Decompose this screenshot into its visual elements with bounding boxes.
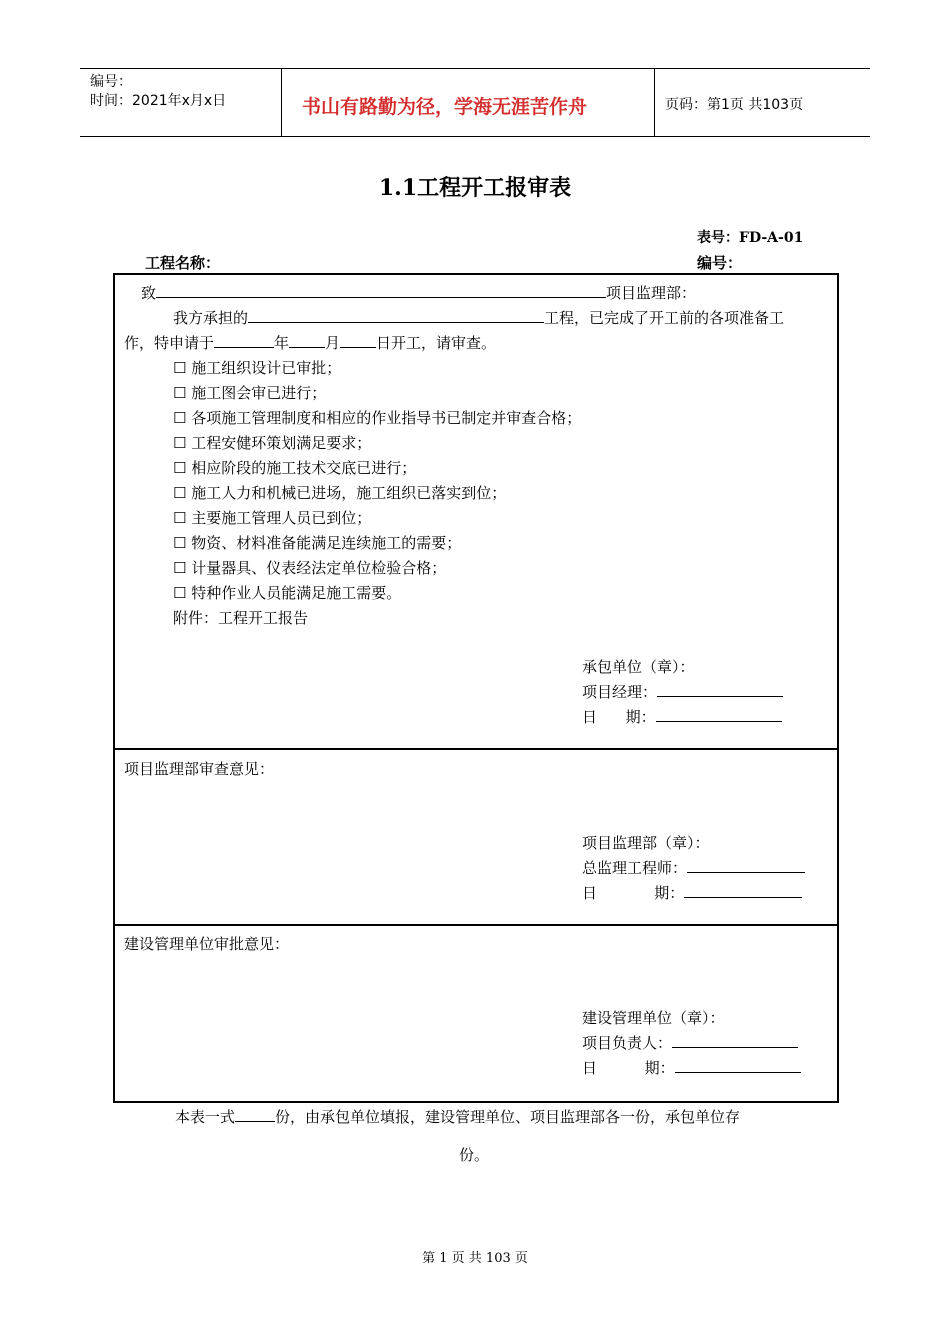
month-label: 月	[325, 334, 341, 352]
year-blank[interactable]	[214, 332, 274, 348]
project-name-label: 工程名称：	[145, 254, 221, 272]
checklist-item	[173, 557, 446, 578]
checklist-item	[173, 457, 416, 478]
owner-seal-label: 建设管理单位（章）：	[582, 1009, 725, 1027]
request-line-2	[124, 332, 496, 353]
checklist-item-label: 施工组织设计已审批；	[191, 359, 342, 377]
supervision-dept-label: 项目监理部：	[606, 284, 697, 302]
checkbox-icon[interactable]: ☐	[173, 434, 187, 452]
contractor-date-blank[interactable]	[656, 706, 782, 722]
checklist-item-label: 计量器具、仪表经法定单位检验合格；	[191, 559, 447, 577]
project-manager-label: 项目经理：	[582, 683, 658, 701]
checklist-item	[173, 382, 326, 403]
project-blank[interactable]	[248, 307, 544, 323]
checklist-item-label: 各项施工管理制度和相应的作业指导书已制定并审查合格；	[191, 409, 582, 427]
addressee-line	[141, 282, 696, 303]
supervision-date-blank[interactable]	[684, 882, 802, 898]
checklist-item	[173, 507, 371, 528]
checkbox-icon[interactable]: ☐	[173, 409, 187, 427]
checklist-item	[173, 432, 371, 453]
supervision-date-line	[582, 882, 802, 903]
page-title: 1.1工程开工报审表	[378, 175, 572, 201]
header-divider-2	[654, 68, 655, 136]
page-footer: 第 1 页 共 103 页	[422, 1251, 528, 1266]
checkbox-icon[interactable]: ☐	[173, 384, 187, 402]
month-blank[interactable]	[289, 332, 325, 348]
header-motto: 书山有路勤为径，学海无涯苦作舟	[302, 96, 588, 118]
checklist-item-label: 工程安健环策划满足要求；	[191, 434, 372, 452]
checklist-item	[173, 482, 506, 503]
section-divider-1	[115, 748, 837, 750]
checklist-item	[173, 357, 341, 378]
copies-blank[interactable]	[235, 1106, 275, 1122]
supervision-date-label: 日 期：	[582, 884, 685, 902]
owner-date-label: 日 期：	[582, 1059, 675, 1077]
checklist-item	[173, 532, 461, 553]
project-leader-line	[582, 1032, 798, 1053]
year-label: 年	[274, 334, 290, 352]
header-bottom-rule	[80, 136, 870, 137]
checkbox-icon[interactable]: ☐	[173, 534, 187, 552]
contractor-date-line	[582, 706, 782, 727]
contractor-seal-label: 承包单位（章）：	[582, 658, 695, 676]
project-manager-blank[interactable]	[657, 681, 783, 697]
request-line-1	[173, 307, 784, 328]
checklist-item-label: 主要施工管理人员已到位；	[191, 509, 372, 527]
header-top-rule	[80, 68, 870, 69]
header-divider-1	[281, 68, 282, 136]
checklist-item-label: 施工图会审已进行；	[191, 384, 327, 402]
section-divider-2	[115, 924, 837, 926]
chief-engineer-line	[582, 857, 805, 878]
copies-note-b: 份，由承包单位填报，建设管理单位、项目监理部各一份，承包单位存	[275, 1108, 741, 1126]
project-leader-blank[interactable]	[672, 1032, 798, 1048]
chief-engineer-blank[interactable]	[687, 857, 805, 873]
supervision-opinion-heading: 项目监理部审查意见：	[124, 760, 275, 778]
checkbox-icon[interactable]: ☐	[173, 459, 187, 477]
checklist-item-label: 施工人力和机械已进场，施工组织已落实到位；	[191, 484, 507, 502]
project-manager-line	[582, 681, 783, 702]
owner-date-line	[582, 1057, 801, 1078]
project-leader-label: 项目负责人：	[582, 1034, 673, 1052]
header-number-label: 编号：	[90, 74, 132, 90]
checklist-item-label: 相应阶段的施工技术交底已进行；	[191, 459, 417, 477]
header-page-label: 页码：第1页 共103页	[665, 97, 804, 113]
contractor-date-label: 日 期：	[582, 708, 656, 726]
checkbox-icon[interactable]: ☐	[173, 509, 187, 527]
day-blank[interactable]	[340, 332, 376, 348]
checkbox-icon[interactable]: ☐	[173, 584, 187, 602]
checklist-item-label: 特种作业人员能满足施工需要。	[191, 584, 402, 602]
checkbox-icon[interactable]: ☐	[173, 359, 187, 377]
approval-form	[113, 273, 839, 1103]
copies-note-end: 份。	[459, 1146, 490, 1164]
to-label: 致	[141, 284, 157, 302]
chief-engineer-label: 总监理工程师：	[582, 859, 688, 877]
supervision-seal-label: 项目监理部（章）：	[582, 834, 710, 852]
checklist-item-label: 物资、材料准备能满足连续施工的需要；	[191, 534, 462, 552]
attachment-label: 附件：工程开工报告	[173, 609, 309, 627]
form-number: 表号：FD-A-01	[697, 230, 804, 246]
checkbox-icon[interactable]: ☐	[173, 559, 187, 577]
owner-approval-heading: 建设管理单位审批意见：	[124, 935, 290, 953]
serial-number-label: 编号：	[697, 254, 743, 272]
copies-note-a: 本表一式	[175, 1108, 236, 1126]
day-label: 日开工，请审查。	[376, 334, 497, 352]
request-text-b: 工程，已完成了开工前的各项准备工	[544, 309, 785, 327]
copies-note	[175, 1106, 740, 1127]
addressee-blank[interactable]	[156, 282, 606, 298]
checklist-item	[173, 407, 581, 428]
request-text-a: 我方承担的	[173, 309, 249, 327]
checkbox-icon[interactable]: ☐	[173, 484, 187, 502]
header-time-label: 时间：2021年x月x日	[90, 93, 227, 109]
request-text-c: 作，特申请于	[124, 334, 215, 352]
checklist-item	[173, 582, 401, 603]
owner-date-blank[interactable]	[675, 1057, 801, 1073]
